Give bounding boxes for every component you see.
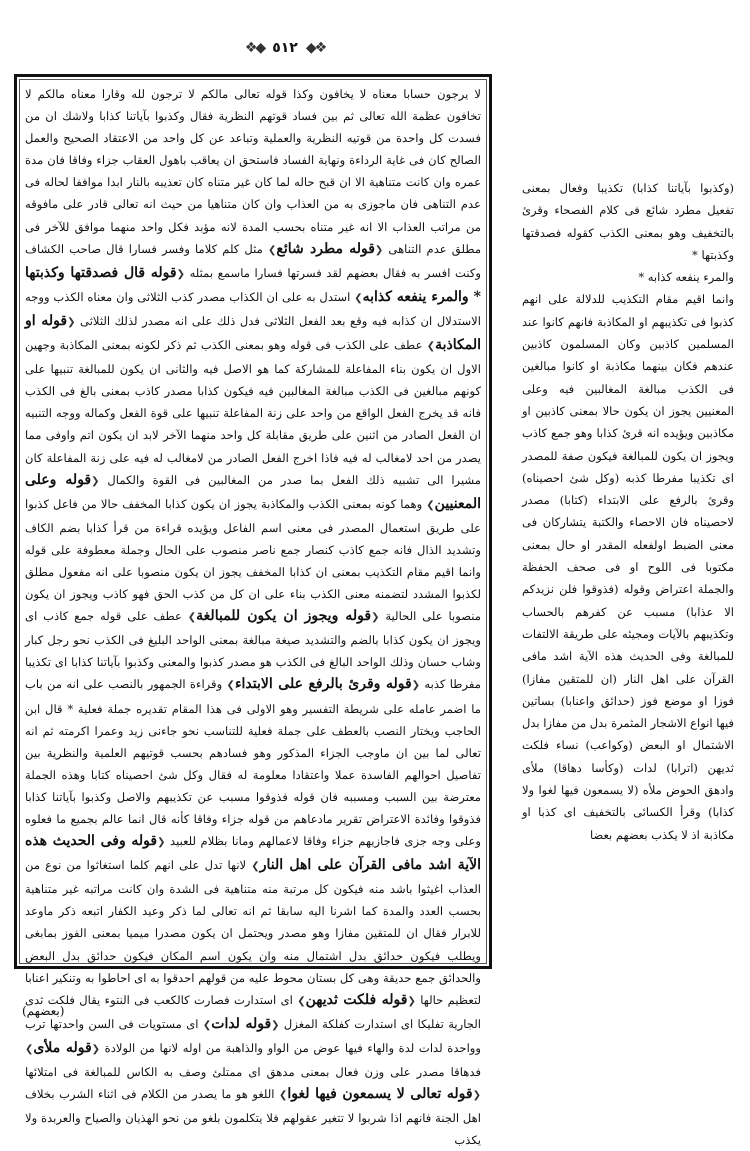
main-text-frame: [14, 74, 492, 1148]
page-header: [230, 36, 340, 60]
main-commentary-text: [25, 83, 481, 1151]
paragraph: اللغو هو ما يصدر من الكلام فى اثناء الشرب بخلاف اهل الجنة فانهم اذا شربوا لا تتغير عقولهم فلا يتكلمون بلغو من نحو الهذيان والصياح والعربدة ولا يكذب: [25, 1087, 481, 1148]
ornament-open-icon: ❮: [67, 316, 76, 328]
paragraph: عطف على الكذب فى قوله وهو بمعنى الكذب ثم ذكر لكونه بمعنى المكاذبة وجهين الاول ان يكون بناء المفاعلة للمشاركة كما هو الاصل فيه والثانى ان يكون للمبالغة تنبيها على كونهم مبالغين فى الكذب مبالغة المغالبين فيه فيكون كذابا مصدر كاذب بمعنى بالغ فى الكذب فانه قد يخرج الفعل الواقع من واحد على زنة المفاعلة تنبيها على قوة الفعل وكماله ووجه التنبيه ان الفعل الصادر من اثنين على طريق مقابلة كل واحد منهما الآخر لابد ان يكون اتم واوفى مما يصدر من احد لامغالب له فيه فاذا اخرج الفعل الصادر من لامغالب له فيه على زنة المفاعلة كان مشيرا الى تشبيه ذلك الفعل بما صدر من المغالبين فى القوة والكمال: [25, 338, 481, 487]
ornament-close-icon: ❯: [278, 1090, 288, 1102]
margin-gloss: [522, 177, 734, 846]
ornament-open-icon: ❮: [407, 995, 416, 1007]
ornament-close-icon: ❯: [226, 680, 235, 692]
ornament-open-icon: ❮: [157, 837, 166, 849]
paragraph: اى استدارت فصارت كالكعب فى النتوء يقال فلكت ثدى الجارية تفليكا اى استدارت كفلكة المغزل: [25, 992, 482, 1031]
gloss-paragraph: (وكذبوا بآياتنا كذابا) تكذيبا وفعال بمعنى تفعيل مطرد شائع فى كلام الفصحاء وقرئ بالتخفيف وهو بمعنى الكذب كقوله فصدقتها وكذبتها *: [522, 181, 734, 262]
paragraph: لا يرجون حسابا معناه لا يخافون وكذا قوله تعالى مالكم لا ترجون لله وقارا معناه مالكم لا تخافون عظمة الله تعالى ثم بين فساد قوتهم النظرية فقال وكذبوا بآياتنا كذابا ولاشك ان من فسدت كل واحدة من قوتيه النظرية والعملية وتباعد عن كل واحد من الاعتقاد الصحيح والعمل الصالح كان فى غاية الرداءة ونهاية الفساد فاستحق ان يعاقب باهول العقاب جزاء وفاقا فان مدة عمره وان كانت متناهية الا ان قبح حاله لما كان غير متناه كان تعذيبه بالنار ابدا مواففا لحاله فى عدم التناهى فان ماجوزى به من العذاب وان كان متناهيا من حيث انه تعالى قادر على مافوقه من مراتب العذاب الا انه غير متناه بحسب المدة لانه مؤبد فكل واحد منهما موافق للآخر فى مطلق عدم التناهى: [25, 87, 482, 256]
lemma-heading: قوله لدات: [211, 1015, 272, 1032]
lemma-heading: قوله وقرئ بالرفع على الابتداء: [234, 676, 412, 693]
ornament-close-icon: ❯: [426, 499, 435, 511]
ornament-close-icon: ❯: [202, 1019, 212, 1031]
lemma-heading: قوله مطرد شائع: [276, 240, 375, 257]
ornament-close-icon: ❯: [268, 244, 277, 256]
paragraph: لانها تدل على انهم كلما استغاثوا من نوع من العذاب اغيثوا باشد منه فيكون كل مرتبة منه متناهية فى الشدة وان كانت مراتبه غير متناهية بحسب العدد والمدة كما اشرنا اليه سابقا ثم انه تعالى لما ذكر وعيد الكفار اتبعه ذكر ماوعد للابرار فقال ان للمتقين مفازا وهو مصدر ويحتمل ان يكون مصدرا ميميا بمعنى الفوز بمابغى ويطلب فيكون حدائق بدل اشتمال منه وان يكون اسم المكان فيكون حدائق بدل البعض والحدائق جمع حديقة وهى كل بستان محوط عليه من قولهم احدقوا به اى احاطوا به وتنكير اعنابا لتعظيم حالها: [25, 858, 482, 1007]
gloss-verse: والمرء ينفعه كذابه *: [638, 270, 734, 285]
ornament-left-icon: ◆❖: [244, 40, 265, 56]
lemma-heading: قوله ملأى: [33, 1039, 92, 1056]
paragraph: مثل كلم كلاما وفسر فسارا قال صاحب الكشاف وكنت افسر به فقال بعضهم لقد فسرتها فسارا ماسمع بمثله: [25, 241, 482, 280]
ornament-open-icon: ❮: [91, 1043, 101, 1055]
paragraph: استدل به على ان الكذاب مصدر كذب الثلاثى وان معناه الكذب ووجه الاستدلال ان كذابه فيه وقع بعد الفعل الثلاثى فدل ذلك على انه مصدر لذلك الثلاثى: [25, 289, 481, 328]
lemma-heading: قوله او المكاذبة: [25, 312, 481, 354]
lemma-heading: قوله قال فصدقتها وكذبتها * والمرء ينفعه كذابه: [25, 264, 482, 305]
ornament-open-icon: ❮: [374, 244, 384, 256]
paragraph: وقراءة الجمهور بالنصب على انه من باب ما اضمر عامله على شريطة التفسير وهو الاولى فى هذا المقام تقديره جملة فعلية * قال ابن الحاجب ويختار النصب بالعطف على جملة فعلية للتناسب نحو جاءنى زيد وعمرا اكرمته ثم انه تعالى لما بين ان ماوجب الجزاء المذكور وهو فسادهم بحسب قوتيهم العلمية والنظرية بين تفاصيل احوالهم الفاسدة عملا واعتقادا معلومة له فقال وكل شئ احصيناه كتابا وهذه الجملة معترضة بين السبب ومسببه فان قوله فذوقوا مسبب عن تكذيبهم والاصل وكذبوا بآياتنا كذابا فذوقوا وفائدة الاعتراض تقرير مادعاهم من قوله جزاء وفاقا كأنه قال انما عالم بجميع ما فعلوه وعلى وجه جزى فاجازيهم جزاء وفاقا لاعمالهم ومانا بظلام للعبيد: [25, 677, 482, 849]
lemma-heading: قوله ويجوز ان يكون للمبالغة: [196, 608, 372, 625]
lemma-heading: قوله وعلى المعنيين: [25, 471, 481, 512]
ornament-open-icon: ❮: [271, 1019, 280, 1031]
page-number: ٥١٢: [272, 40, 298, 56]
ornament-close-icon: ❯: [354, 292, 363, 304]
ornament-open-icon: ❮: [176, 268, 185, 280]
lemma-heading: قوله تعالى لا يسمعون فيها لغوا: [287, 1086, 473, 1103]
paragraph: عطف على قوله جمع كاذب اى ويجوز ان يكون كذابا بالضم والتشديد صيغة مبالغة بمعنى الواحد البليغ فى الكذب نحو رجل كبار وشاب حسان وذلك الواحد البالغ فى الكذب هو مصدر كذبوا والمعنى وكذبوا بآياتنا كذابا اى تكذيبا مفرطا كذبه: [25, 609, 482, 692]
catchword: (بعضهم): [22, 1004, 65, 1018]
lemma-heading: قوله وفى الحديث هذه الآية اشد مافى القرآن على اهل النار: [25, 833, 482, 874]
ornament-close-icon: ❯: [297, 995, 306, 1007]
ornament-open-icon: ❮: [371, 612, 380, 624]
paragraph: فدهاقا مصدر على وزن فعال بمعنى مدهق اى ممتلئ وصف به الكاس للمبالغة فى امتلائها: [25, 1065, 481, 1080]
ornament-close-icon: ❯: [187, 612, 197, 624]
ornament-close-icon: ❯: [426, 341, 436, 353]
ornament-open-icon: ❮: [472, 1090, 481, 1102]
ornament-close-icon: ❯: [251, 861, 260, 873]
paragraph: وهما كونه بمعنى الكذب والمكاذبة يجوز ان يكون كذابا المخفف حالا من فاعل كذبوا على طريق استعمال المصدر فى معنى اسم الفاعل ويؤيده قراءة من قرأ كذابا بضم الكاف وتشديد الذال فانه جمع كاذب كنصار جمع ناصر منصوب على الحال وجملة معطوفة على قوله وانما اقيم مقام التكذيب بمعنى ان كذابا المخفف يجوز ان يكون منصوبا على انه مفعول مطلق لكذبوا المشدد لتضمنه معنى الكذب بناء على ان كل من كذب الحق فهو كاذب ويجوز ان يكون منصوبا على الحالية: [25, 496, 482, 624]
ornament-open-icon: ❮: [411, 680, 421, 692]
lemma-heading: قوله فلكت ثديهن: [305, 991, 408, 1008]
ornament-open-icon: ❮: [91, 475, 100, 487]
ornament-right-icon: ❖◆: [305, 40, 326, 56]
ornament-close-icon: ❯: [25, 1043, 34, 1055]
paragraph: اى مستويات فى السن واحدتها ترب وواحدة لدات لدة والهاء فيها عوض من الواو والذاهبة من اوله لانها من الولادة: [25, 1016, 481, 1055]
gloss-paragraph: وانما اقيم مقام التكذيب للدلالة على انهم كذبوا فى تكذيبهم او المكاذبة فانهم كانوا عند المسلمين كاذبين وكان المسلمون كاذبين عندهم فكان بينهما مكاذبة او كانوا مبالغين فى الكذب مبالغة المغالبين فيه وعلى المعنيين يجوز ان يكون حالا بمعنى كاذبين او مكاذبين ويؤيده انه قرئ كذابا وهو جمع كاذب ويجوز ان يكون للمبالغة فيكون صفة للمصدر اى تكذيبا مفرطا كذبه (وكل شئ احصيناه) وقرئ بالرفع على الابتداء (كتابا) مصدر لاحصيناه فان الاحصاء والكتبة يتشاركان فى معنى الضبط اولفعله المقدر او حال بمعنى مكتوبا فى اللوح او فى صحف الحفظة والجملة اعتراض وقوله (فذوقوا فلن نزيدكم الا عذابا) مسبب عن كفرهم بالحساب وتكذيبهم بالآيات ومجيئه على طريقة الالتفات للمبالغة وفى الحديث هذه الآية اشد مافى القرآن على اهل النار (ان للمتقين مفازا) فوزا او موضع فوز (حدائق واعنابا) بساتين فيها انواع الاشجار المثمرة بدل من مفازا بدل الاشتمال او البعض (وكواعب) نساء فلكت ثديهن (اترابا) لدات (وكأسا دهاقا) ملأى وادهق الحوض ملأه (لا يسمعون فيها لغوا ولا كذابا) وقرأ الكسائى بالتخفيف اى كذبا او مكاذبة اذ لا يكذب بعضهم بعضا: [522, 292, 734, 842]
